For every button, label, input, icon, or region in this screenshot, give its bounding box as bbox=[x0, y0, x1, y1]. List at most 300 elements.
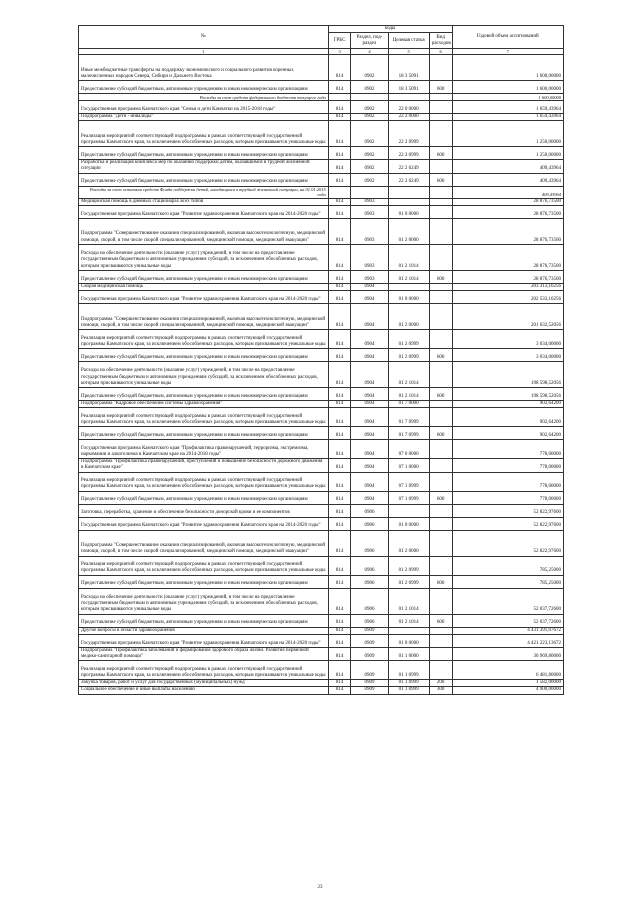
table-row bbox=[79, 270, 564, 283]
row-name: Иные межбюджетные трансферты на поддержку экономического и социального развития коренных малочисленных народов Севера, Сибири и Дальнего Востока bbox=[79, 55, 329, 81]
row-celevaya: 01 0 0000 bbox=[388, 517, 429, 530]
col-number: 3 bbox=[328, 49, 351, 55]
row-vid bbox=[429, 627, 452, 634]
table-row bbox=[79, 94, 564, 101]
table-row bbox=[79, 504, 564, 517]
row-razdel: 0904 bbox=[351, 440, 388, 459]
row-razdel: 0903 bbox=[351, 205, 388, 218]
row-name: Предоставление субсидий бюджетным, автономным учреждениям и иным некоммерческим организациям bbox=[79, 575, 329, 588]
row-name: Предоставление субсидий бюджетным, автономным учреждениям и иным некоммерческим организациям bbox=[79, 270, 329, 283]
row-razdel: 0904 bbox=[351, 388, 388, 401]
row-name: Реализация мероприятий соответствующей подпрограммы в рамках соответствующей государственной программы Камчатского края, за исключением обособленных расходов, которым присваиваются уникальные коды bbox=[79, 408, 329, 427]
row-sum: 198 598,52056 bbox=[452, 362, 564, 388]
row-vid bbox=[429, 55, 452, 81]
row-name: Государственная программа Камчатского края "Профилактика правонарушений, терроризма, экстремизма, наркомании и алкоголизма в Камчатском крае на 2014-2018 годы" bbox=[79, 440, 329, 459]
row-grbs: 814 bbox=[328, 270, 351, 283]
row-razdel: 0904 bbox=[351, 349, 388, 362]
row-celevaya: 01 0 0000 bbox=[388, 205, 429, 218]
row-name: Расходы за счет остатков средств Фонда поддержки детей, находящихся в трудной жизненной ситуации, на 01.01.2015 года bbox=[79, 186, 329, 198]
row-sum: 4 431 391,07672 bbox=[452, 627, 564, 634]
row-grbs: 814 bbox=[328, 114, 351, 121]
row-grbs: 814 bbox=[328, 634, 351, 647]
row-celevaya bbox=[388, 627, 429, 634]
row-vid: 600 bbox=[429, 614, 452, 627]
row-grbs: 814 bbox=[328, 283, 351, 290]
row-sum: 4 900,00000 bbox=[452, 687, 564, 694]
row-celevaya bbox=[388, 94, 429, 101]
table-row bbox=[79, 205, 564, 218]
col-number: 5 bbox=[388, 49, 429, 55]
row-vid bbox=[429, 330, 452, 349]
table-row bbox=[79, 401, 564, 408]
col-number: 1 bbox=[79, 49, 329, 55]
row-sum: 778,00000 bbox=[452, 491, 564, 504]
row-vid bbox=[429, 530, 452, 556]
budget-table bbox=[78, 25, 564, 695]
table-row bbox=[79, 244, 564, 270]
row-razdel: 0903 bbox=[351, 218, 388, 244]
row-name: Реализация мероприятий соответствующей подпрограммы в рамках соответствующей государственной программы Камчатского края, за исключением обособленных расходов, которым присваиваются уникальные коды bbox=[79, 661, 329, 680]
row-celevaya: 22 2 0000 bbox=[388, 114, 429, 121]
row-name: Предоставление субсидий бюджетным, автономным учреждениям и иным некоммерческим организациям bbox=[79, 388, 329, 401]
table-row bbox=[79, 661, 564, 680]
table-body bbox=[79, 55, 564, 695]
row-vid: 600 bbox=[429, 575, 452, 588]
row-grbs: 814 bbox=[328, 121, 351, 147]
row-grbs: 814 bbox=[328, 556, 351, 575]
row-razdel: 0902 bbox=[351, 173, 388, 186]
row-name: Заготовка, переработка, хранение и обеспечение безопасности донорской крови и ее компонентов bbox=[79, 504, 329, 517]
row-razdel: 0904 bbox=[351, 291, 388, 304]
row-grbs: 814 bbox=[328, 173, 351, 186]
row-name: Расходы на обеспечение деятельности (оказание услуг) учреждений, в том числе на предоставление государственным бюджетным и автономным учреждениям субсидий, за исключением обособленных расходов, которым присваиваются уникальные коды bbox=[79, 588, 329, 614]
row-razdel: 0909 bbox=[351, 634, 388, 647]
row-sum: 3 034,00000 bbox=[452, 330, 564, 349]
row-grbs: 814 bbox=[328, 101, 351, 114]
row-sum: 1 600,00000 bbox=[452, 94, 564, 101]
table-row bbox=[79, 114, 564, 121]
row-sum: 1 600,00000 bbox=[452, 55, 564, 81]
table-row bbox=[79, 283, 564, 290]
row-grbs bbox=[328, 94, 351, 101]
header-annual: Годовой объем ассигнований bbox=[452, 26, 564, 49]
row-razdel: 0904 bbox=[351, 472, 388, 491]
row-sum: 409,43964 bbox=[452, 173, 564, 186]
row-vid bbox=[429, 472, 452, 491]
row-vid bbox=[429, 186, 452, 198]
row-vid bbox=[429, 160, 452, 173]
row-grbs: 814 bbox=[328, 517, 351, 530]
row-celevaya: 01 2 0999 bbox=[388, 575, 429, 588]
row-vid bbox=[429, 114, 452, 121]
row-grbs: 814 bbox=[328, 627, 351, 634]
row-sum: 52 822,97600 bbox=[452, 517, 564, 530]
row-vid bbox=[429, 94, 452, 101]
row-vid: 600 bbox=[429, 173, 452, 186]
row-celevaya bbox=[388, 283, 429, 290]
row-name: Предоставление субсидий бюджетным, автономным учреждениям и иным некоммерческим организациям bbox=[79, 147, 329, 160]
row-celevaya: 01 1 0000 bbox=[388, 647, 429, 660]
table-row bbox=[79, 186, 564, 198]
row-vid bbox=[429, 101, 452, 114]
col-number: 4 bbox=[351, 49, 388, 55]
row-grbs: 814 bbox=[328, 330, 351, 349]
row-grbs: 814 bbox=[328, 440, 351, 459]
row-sum: 778,00000 bbox=[452, 472, 564, 491]
row-grbs: 814 bbox=[328, 680, 351, 687]
row-celevaya: 01 7 0000 bbox=[388, 401, 429, 408]
row-celevaya: 07 1 0000 bbox=[388, 459, 429, 472]
row-celevaya bbox=[388, 186, 429, 198]
row-name: Предоставление субсидий бюджетным, автономным учреждениям и иным некоммерческим организациям bbox=[79, 173, 329, 186]
row-celevaya: 18 3 5091 bbox=[388, 55, 429, 81]
table-row bbox=[79, 362, 564, 388]
row-sum: 778,00000 bbox=[452, 459, 564, 472]
row-vid bbox=[429, 205, 452, 218]
row-celevaya: 07 1 0999 bbox=[388, 491, 429, 504]
row-celevaya: 22 2 6249 bbox=[388, 173, 429, 186]
row-name: Реализация мероприятий соответствующей подпрограммы в рамках соответствующей государственной программы Камчатского края, за исключением обособленных расходов, которым присваиваются уникальные коды bbox=[79, 556, 329, 575]
row-celevaya: 01 0 0000 bbox=[388, 291, 429, 304]
row-grbs: 814 bbox=[328, 491, 351, 504]
budget-table-sheet bbox=[78, 25, 564, 695]
row-name: Подпрограмма "Дети - инвалиды" bbox=[79, 114, 329, 121]
table-row bbox=[79, 55, 564, 81]
row-razdel: 0906 bbox=[351, 614, 388, 627]
row-grbs: 814 bbox=[328, 588, 351, 614]
row-grbs: 814 bbox=[328, 427, 351, 440]
row-celevaya: 01 2 0000 bbox=[388, 304, 429, 330]
row-celevaya: 22 2 6249 bbox=[388, 160, 429, 173]
row-celevaya: 01 2 1014 bbox=[388, 244, 429, 270]
table-row bbox=[79, 101, 564, 114]
row-name: Подпрограмма "Совершенствование оказания специализированной, включая высокотехнологичную, медицинской помощи, скорой, в том числе скорой специализированной, медицинской помощи, медицинской эвакуации" bbox=[79, 218, 329, 244]
header-grbs: ГРБС bbox=[328, 33, 351, 49]
row-name: Скорая медицинская помощь bbox=[79, 283, 329, 290]
row-grbs: 814 bbox=[328, 459, 351, 472]
table-row bbox=[79, 530, 564, 556]
table-row bbox=[79, 218, 564, 244]
row-razdel: 0903 bbox=[351, 270, 388, 283]
row-celevaya: 01 2 0000 bbox=[388, 218, 429, 244]
table-row bbox=[79, 408, 564, 427]
row-vid bbox=[429, 198, 452, 205]
row-celevaya: 01 2 1014 bbox=[388, 588, 429, 614]
header-codes: коды bbox=[328, 26, 452, 33]
row-celevaya: 22 2 0999 bbox=[388, 121, 429, 147]
row-razdel: 0904 bbox=[351, 408, 388, 427]
table-row bbox=[79, 680, 564, 687]
row-sum: 52 037,72600 bbox=[452, 588, 564, 614]
row-name: Предоставление субсидий бюджетным, автономным учреждениям и иным некоммерческим организациям bbox=[79, 491, 329, 504]
row-grbs: 814 bbox=[328, 291, 351, 304]
row-grbs bbox=[328, 186, 351, 198]
table-row bbox=[79, 459, 564, 472]
row-vid bbox=[429, 291, 452, 304]
header-vid: Вид расходов bbox=[429, 33, 452, 49]
row-sum: 3 034,00000 bbox=[452, 349, 564, 362]
row-razdel: 0909 bbox=[351, 627, 388, 634]
row-grbs: 814 bbox=[328, 304, 351, 330]
table-row bbox=[79, 349, 564, 362]
row-sum: 785,25000 bbox=[452, 575, 564, 588]
row-celevaya: 01 0 0000 bbox=[388, 634, 429, 647]
row-sum: 28 876,73500 bbox=[452, 270, 564, 283]
table-row bbox=[79, 198, 564, 205]
table-row bbox=[79, 291, 564, 304]
row-grbs: 814 bbox=[328, 661, 351, 680]
row-grbs: 814 bbox=[328, 160, 351, 173]
row-vid bbox=[429, 401, 452, 408]
row-razdel: 0909 bbox=[351, 680, 388, 687]
row-grbs: 814 bbox=[328, 81, 351, 94]
row-name: Подпрограмма "Совершенствование оказания специализированной, включая высокотехнологичную, медицинской помощи, скорой, в том числе скорой специализированной, медицинской помощи, медицинской эвакуации" bbox=[79, 304, 329, 330]
table-row bbox=[79, 575, 564, 588]
row-vid: 600 bbox=[429, 427, 452, 440]
row-celevaya: 01 2 0999 bbox=[388, 556, 429, 575]
table-row bbox=[79, 173, 564, 186]
row-celevaya: 01 2 0000 bbox=[388, 530, 429, 556]
table-row bbox=[79, 687, 564, 694]
row-name: Государственная программа Камчатского края "Развитие здравоохранения Камчатского края на 2014-2020 годы" bbox=[79, 517, 329, 530]
row-grbs: 814 bbox=[328, 205, 351, 218]
row-grbs: 814 bbox=[328, 687, 351, 694]
header-celevaya: Целевая статья bbox=[388, 33, 429, 49]
table-row bbox=[79, 588, 564, 614]
row-vid bbox=[429, 459, 452, 472]
row-vid bbox=[429, 362, 452, 388]
header-razdel: Раздел, под-раздел bbox=[351, 33, 388, 49]
row-vid: 300 bbox=[429, 687, 452, 694]
row-razdel: 0902 bbox=[351, 147, 388, 160]
row-name: Подпрограмма "Профилактика заболеваний и формирование здорового образа жизни. Развитие первичной медико-санитарной помощи" bbox=[79, 647, 329, 660]
row-razdel: 0904 bbox=[351, 459, 388, 472]
row-name: Подпрограмма "Кадровое обеспечение системы здравоохранения" bbox=[79, 401, 329, 408]
row-celevaya: 01 2 0999 bbox=[388, 349, 429, 362]
row-celevaya: 01 2 0999 bbox=[388, 330, 429, 349]
row-grbs: 814 bbox=[328, 244, 351, 270]
row-razdel: 0902 bbox=[351, 55, 388, 81]
row-vid bbox=[429, 661, 452, 680]
row-celevaya: 01 2 1014 bbox=[388, 270, 429, 283]
row-razdel: 0904 bbox=[351, 427, 388, 440]
row-name: Другие вопросы в области здравоохранения bbox=[79, 627, 329, 634]
table-row bbox=[79, 647, 564, 660]
row-sum: 28 876,73500 bbox=[452, 244, 564, 270]
row-razdel: 0904 bbox=[351, 401, 388, 408]
row-name: Предоставление субсидий бюджетным, автономным учреждениям и иным некоммерческим организациям bbox=[79, 427, 329, 440]
row-sum: 52 037,72600 bbox=[452, 614, 564, 627]
header-num: № bbox=[79, 26, 329, 49]
row-razdel: 0909 bbox=[351, 661, 388, 680]
row-razdel: 0903 bbox=[351, 198, 388, 205]
row-grbs: 814 bbox=[328, 530, 351, 556]
row-sum: 1 659,43964 bbox=[452, 101, 564, 114]
row-sum: 52 822,97600 bbox=[452, 504, 564, 517]
row-sum: 778,00000 bbox=[452, 440, 564, 459]
row-vid bbox=[429, 634, 452, 647]
row-sum: 28 876,73500 bbox=[452, 198, 564, 205]
row-grbs: 814 bbox=[328, 647, 351, 660]
table-row bbox=[79, 440, 564, 459]
row-sum: 52 822,97600 bbox=[452, 530, 564, 556]
row-celevaya: 22 0 0000 bbox=[388, 101, 429, 114]
row-celevaya: 01 2 1014 bbox=[388, 362, 429, 388]
table-row bbox=[79, 304, 564, 330]
table-row bbox=[79, 427, 564, 440]
row-vid: 600 bbox=[429, 270, 452, 283]
row-razdel: 0906 bbox=[351, 517, 388, 530]
row-sum: 902,64200 bbox=[452, 427, 564, 440]
row-razdel: 0902 bbox=[351, 160, 388, 173]
row-vid bbox=[429, 408, 452, 427]
row-name: Медицинская помощь в дневных стационарах всех типов bbox=[79, 198, 329, 205]
row-razdel: 0906 bbox=[351, 588, 388, 614]
row-vid bbox=[429, 440, 452, 459]
row-sum: 902,64200 bbox=[452, 401, 564, 408]
row-sum: 4 421 223,13672 bbox=[452, 634, 564, 647]
row-sum: 409,43964 bbox=[452, 186, 564, 198]
row-vid: 600 bbox=[429, 388, 452, 401]
row-razdel: 0909 bbox=[351, 647, 388, 660]
row-razdel: 0902 bbox=[351, 81, 388, 94]
row-celevaya: 22 2 0999 bbox=[388, 147, 429, 160]
row-razdel bbox=[351, 186, 388, 198]
row-name: Реализация мероприятий соответствующей подпрограммы в рамках соответствующей государственной программы Камчатского края, за исключением обособленных расходов, которым присваиваются уникальные коды bbox=[79, 472, 329, 491]
row-razdel: 0904 bbox=[351, 491, 388, 504]
row-vid bbox=[429, 218, 452, 244]
row-celevaya: 01 7 0999 bbox=[388, 408, 429, 427]
row-vid: 200 bbox=[429, 680, 452, 687]
row-celevaya: 01 2 1014 bbox=[388, 388, 429, 401]
row-sum: 28 876,73500 bbox=[452, 218, 564, 244]
row-name: Предоставление субсидий бюджетным, автономным учреждениям и иным некоммерческим организациям bbox=[79, 81, 329, 94]
row-grbs: 814 bbox=[328, 198, 351, 205]
row-razdel: 0904 bbox=[351, 304, 388, 330]
row-sum: 785,25000 bbox=[452, 556, 564, 575]
row-grbs: 814 bbox=[328, 147, 351, 160]
row-celevaya: 18 3 5091 bbox=[388, 81, 429, 94]
table-row bbox=[79, 491, 564, 504]
table-row bbox=[79, 330, 564, 349]
row-razdel: 0904 bbox=[351, 362, 388, 388]
row-celevaya: 01 1 0999 bbox=[388, 680, 429, 687]
row-grbs: 814 bbox=[328, 614, 351, 627]
row-razdel: 0902 bbox=[351, 121, 388, 147]
table-row bbox=[79, 388, 564, 401]
row-sum: 902,64200 bbox=[452, 408, 564, 427]
row-grbs: 814 bbox=[328, 388, 351, 401]
row-sum: 202 533,16256 bbox=[452, 291, 564, 304]
row-celevaya bbox=[388, 198, 429, 205]
row-name: Расходы на обеспечение деятельности (оказание услуг) учреждений, в том числе на предоставление государственным бюджетным и автономным учреждениям субсидий, за исключением обособленных расходов, которым присваиваются уникальные коды bbox=[79, 244, 329, 270]
row-celevaya: 07 1 0999 bbox=[388, 472, 429, 491]
row-celevaya: 07 0 0000 bbox=[388, 440, 429, 459]
row-sum: 1 659,43964 bbox=[452, 114, 564, 121]
row-grbs: 814 bbox=[328, 362, 351, 388]
table-header bbox=[79, 26, 564, 55]
row-sum: 1 600,00000 bbox=[452, 81, 564, 94]
row-razdel: 0902 bbox=[351, 101, 388, 114]
row-vid bbox=[429, 283, 452, 290]
row-name: Государственная программа Камчатского края "Развитие здравоохранения Камчатского края на 2014-2020 годы" bbox=[79, 205, 329, 218]
row-celevaya: 01 1 0999 bbox=[388, 661, 429, 680]
row-grbs: 814 bbox=[328, 218, 351, 244]
row-grbs: 814 bbox=[328, 408, 351, 427]
row-razdel: 0904 bbox=[351, 330, 388, 349]
row-razdel: 0906 bbox=[351, 556, 388, 575]
row-vid: 600 bbox=[429, 81, 452, 94]
row-vid bbox=[429, 647, 452, 660]
row-celevaya: 01 2 1014 bbox=[388, 614, 429, 627]
row-vid bbox=[429, 504, 452, 517]
row-razdel: 0903 bbox=[351, 244, 388, 270]
row-grbs: 814 bbox=[328, 575, 351, 588]
row-razdel: 0906 bbox=[351, 530, 388, 556]
page-number: 23 bbox=[317, 885, 323, 890]
row-grbs: 814 bbox=[328, 504, 351, 517]
row-celevaya: 01 1 0999 bbox=[388, 687, 429, 694]
row-grbs: 814 bbox=[328, 401, 351, 408]
row-sum: 198 598,52056 bbox=[452, 388, 564, 401]
row-grbs: 814 bbox=[328, 55, 351, 81]
row-razdel: 0902 bbox=[351, 114, 388, 121]
row-razdel bbox=[351, 94, 388, 101]
row-name: Реализация мероприятий соответствующей подпрограммы в рамках соответствующей государственной программы Камчатского края, за исключением обособленных расходов, которым присваиваются уникальные коды bbox=[79, 330, 329, 349]
row-vid: 600 bbox=[429, 491, 452, 504]
row-vid: 600 bbox=[429, 349, 452, 362]
row-razdel: 0904 bbox=[351, 283, 388, 290]
table-row bbox=[79, 556, 564, 575]
col-number: 7 bbox=[452, 49, 564, 55]
row-razdel: 0906 bbox=[351, 575, 388, 588]
row-sum: 28 876,73500 bbox=[452, 205, 564, 218]
row-vid bbox=[429, 556, 452, 575]
row-sum: 30 969,80000 bbox=[452, 647, 564, 660]
row-name: Социальное обеспечение и иные выплаты населению bbox=[79, 687, 329, 694]
row-name: Расходы за счет средств федерального бюджета текущего года bbox=[79, 94, 329, 101]
row-grbs: 814 bbox=[328, 349, 351, 362]
row-sum: 1 250,00000 bbox=[452, 121, 564, 147]
table-row bbox=[79, 627, 564, 634]
row-vid bbox=[429, 244, 452, 270]
row-name: Государственная программа Камчатского края "Семья и дети Камчатки на 2015-2018 годы" bbox=[79, 101, 329, 114]
row-grbs: 814 bbox=[328, 472, 351, 491]
table-row bbox=[79, 147, 564, 160]
table-row bbox=[79, 472, 564, 491]
row-name: Предоставление субсидий бюджетным, автономным учреждениям и иным некоммерческим организациям bbox=[79, 349, 329, 362]
row-sum: 1 582,00000 bbox=[452, 680, 564, 687]
table-row bbox=[79, 81, 564, 94]
row-vid bbox=[429, 121, 452, 147]
row-name: Предоставление субсидий бюджетным, автономным учреждениям и иным некоммерческим организациям bbox=[79, 614, 329, 627]
row-sum: 203 313,16256 bbox=[452, 283, 564, 290]
row-name: Государственная программа Камчатского края "Развитие здравоохранения Камчатского края на 2014-2020 годы" bbox=[79, 291, 329, 304]
table-row bbox=[79, 121, 564, 147]
row-name: Государственная программа Камчатского края "Развитие здравоохранения Камчатского края на 2014-2020 годы" bbox=[79, 634, 329, 647]
row-name: Подпрограмма "Профилактика правонарушений, преступлений и повышение безопасности дорожного движения в Камчатском крае" bbox=[79, 459, 329, 472]
row-vid: 600 bbox=[429, 147, 452, 160]
row-name: Расходы на обеспечение деятельности (оказание услуг) учреждений, в том числе на предоставление государственным бюджетным и автономным учреждениям субсидий, за исключением обособленных расходов, которым присваиваются уникальные коды bbox=[79, 362, 329, 388]
row-name: Разработка и реализация комплекса мер по оказанию поддержки детям, оказавшимся в трудной жизненной ситуации bbox=[79, 160, 329, 173]
row-name: Подпрограмма "Совершенствование оказания специализированной, включая высокотехнологичную, медицинской помощи, скорой, в том числе скорой специализированной, медицинской помощи, медицинской эвакуации" bbox=[79, 530, 329, 556]
row-vid bbox=[429, 517, 452, 530]
row-celevaya: 01 7 0999 bbox=[388, 427, 429, 440]
col-number: 6 bbox=[429, 49, 452, 55]
row-sum: 409,43964 bbox=[452, 160, 564, 173]
table-row bbox=[79, 634, 564, 647]
row-name: Реализация мероприятий соответствующей подпрограммы в рамках соответствующей государственной программы Камчатского края, за исключением обособленных расходов, которым присваиваются уникальные коды bbox=[79, 121, 329, 147]
